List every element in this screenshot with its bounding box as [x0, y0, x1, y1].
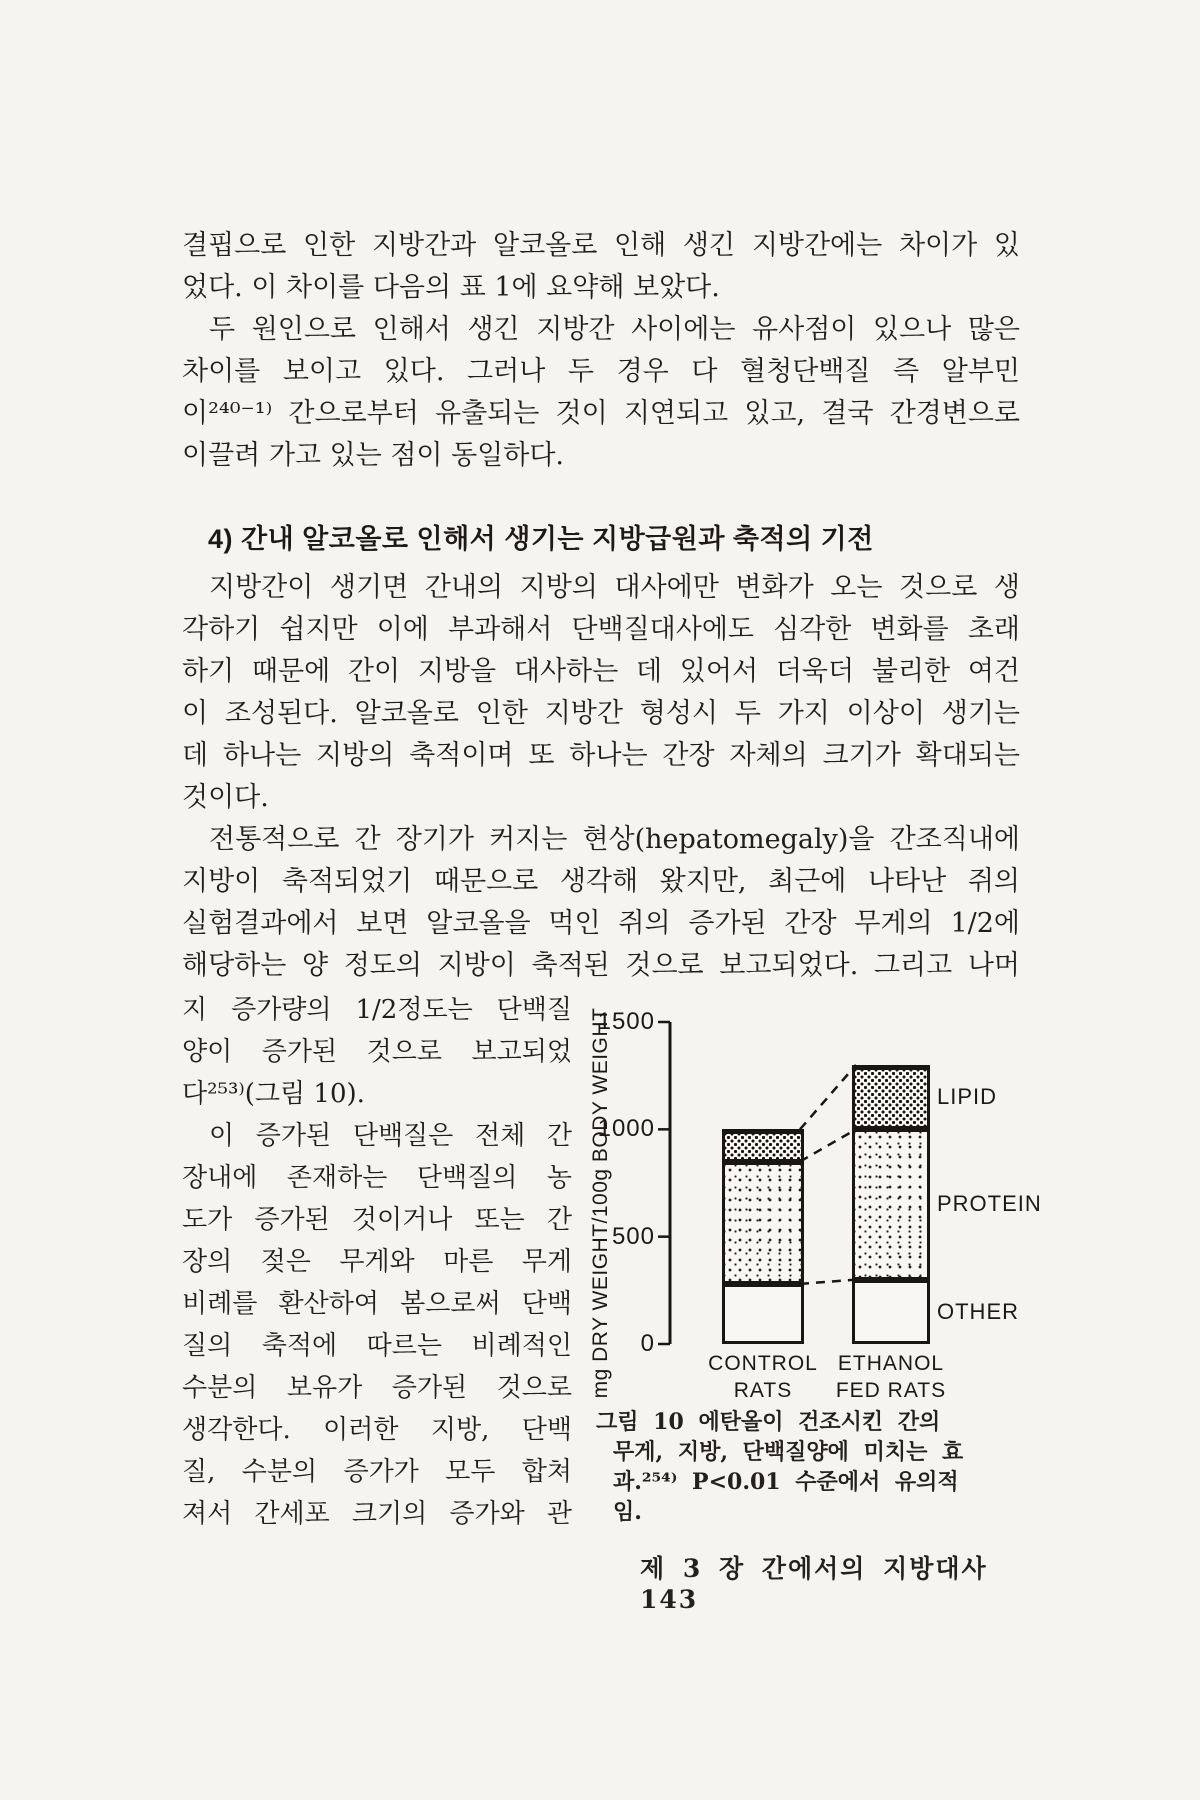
body-text-left-column — [182, 989, 572, 1535]
bar-segment-protein-control — [722, 1162, 804, 1284]
x-category-label — [811, 1350, 971, 1404]
page-footer: 제 3 장 간에서의 지방대사 143 — [640, 1554, 988, 1614]
y-axis-tick-label: 0 — [640, 1330, 655, 1357]
text-line: 데 하나는 지방의 축적이며 또 하나는 간장 자체의 크기가 확대되는 — [182, 740, 1020, 771]
x-category-label-line: FED RATS — [835, 1379, 947, 1402]
y-axis-tick-label: 1000 — [597, 1115, 655, 1143]
text-line: 두 원인으로 인해서 생긴 지방간 사이에는 유사점이 있으나 많은 — [209, 314, 1020, 345]
text-line: 실험결과에서 보면 알코올을 먹인 쥐의 증가된 간장 무게의 1/2에 — [182, 908, 1020, 939]
x-category-label-line: RATS — [733, 1379, 793, 1402]
text-line: 차이를 보이고 있다. 그러나 두 경우 다 혈청단백질 즉 알부민 — [182, 356, 1020, 387]
text-line: 지방이 축적되었기 때문으로 생각해 왔지만, 최근에 나타난 쥐의 — [182, 866, 1020, 897]
text-line: 하기 때문에 간이 지방을 대사하는 데 있어서 더욱더 불리한 여건 — [182, 656, 1020, 687]
bar-segment-other-ethanol — [852, 1280, 930, 1344]
text-line: 해당하는 양 정도의 지방이 축적된 것으로 보고되었다. 그리고 나머 — [182, 950, 1020, 981]
segment-label-other: OTHER — [937, 1298, 1019, 1324]
bar-segment-lipid-control — [722, 1129, 804, 1161]
body-text-top — [182, 225, 1020, 477]
text-line: 양이 증가된 것으로 보고되었 — [182, 1037, 572, 1067]
x-category-label-line: CONTROL — [708, 1352, 818, 1375]
figure-caption-line: 그림 10 에탄올이 건조시킨 간의 — [596, 1409, 941, 1435]
text-line: 각하기 쉽지만 이에 부과해서 단백질대사에도 심각한 변화를 초래 — [182, 614, 1020, 645]
figure-caption — [596, 1407, 996, 1527]
text-line: 수분의 보유가 증가된 것으로 — [182, 1373, 572, 1403]
x-category-label — [683, 1350, 843, 1404]
bar-segment-protein-ethanol — [852, 1129, 930, 1279]
figure-caption-line: 무게, 지방, 단백질양에 미치는 효 — [613, 1439, 964, 1465]
text-line: 질의 축적에 따르는 비례적인 — [182, 1331, 572, 1361]
text-line: 지방간이 생기면 간내의 지방의 대사에만 변화가 오는 것으로 생 — [209, 572, 1020, 603]
text-line: 것이다. — [182, 782, 269, 813]
figure-caption-line: 임. — [613, 1499, 642, 1525]
text-line: 이 증가된 단백질은 전체 간 — [209, 1121, 572, 1151]
text-line: 이²⁴⁰⁻¹⁾ 간으로부터 유출되는 것이 지연되고 있고, 결국 간경변으로 — [182, 398, 1020, 429]
y-axis-tick-label: 1500 — [597, 1008, 655, 1035]
segment-label-protein: PROTEIN — [937, 1191, 1042, 1217]
text-line: 도가 증가된 것이거나 또는 간 — [182, 1205, 572, 1235]
segment-label-lipid: LIPID — [937, 1084, 998, 1110]
bar-segment-lipid-ethanol — [852, 1065, 930, 1129]
bar-segment-other-control — [722, 1284, 804, 1344]
text-line: 었다. 이 차이를 다음의 표 1에 요약해 보았다. — [182, 272, 720, 303]
text-line: 져서 간세포 크기의 증가와 관 — [182, 1499, 572, 1529]
section-heading: 4) 간내 알코올로 인해서 생기는 지방급원과 축적의 기전 — [208, 524, 874, 554]
y-axis-tick-label: 500 — [611, 1222, 655, 1250]
y-axis-title: mg DRY WEIGHT/100g BODY WEIGHT — [589, 1007, 612, 1399]
text-line: 질, 수분의 증가가 모두 합쳐 — [182, 1457, 572, 1487]
text-line: 이 조성된다. 알코올로 인한 지방간 형성시 두 가지 이상이 생기는 — [182, 698, 1020, 729]
x-category-label-line: ETHANOL — [837, 1352, 945, 1375]
body-text-mid — [182, 567, 1020, 987]
text-line: 결핍으로 인한 지방간과 알코올로 인해 생긴 지방간에는 차이가 있 — [182, 230, 1020, 261]
text-line: 장의 젖은 무게와 마른 무게 — [182, 1247, 572, 1277]
text-line: 지 증가량의 1/2정도는 단백질 — [182, 995, 572, 1025]
text-line: 이끌려 가고 있는 점이 동일하다. — [182, 440, 564, 471]
text-line: 전통적으로 간 장기가 커지는 현상(hepatomegaly)을 간조직내에 — [209, 824, 1020, 855]
text-line: 장내에 존재하는 단백질의 농 — [182, 1163, 572, 1193]
text-line: 생각한다. 이러한 지방, 단백 — [182, 1415, 572, 1445]
text-line: 다²⁵³⁾(그림 10). — [182, 1079, 365, 1109]
figure-caption-line: 과.²⁵⁴⁾ P<0.01 수준에서 유의적 — [613, 1469, 959, 1495]
text-line: 비례를 환산하여 봄으로써 단백 — [182, 1289, 572, 1319]
